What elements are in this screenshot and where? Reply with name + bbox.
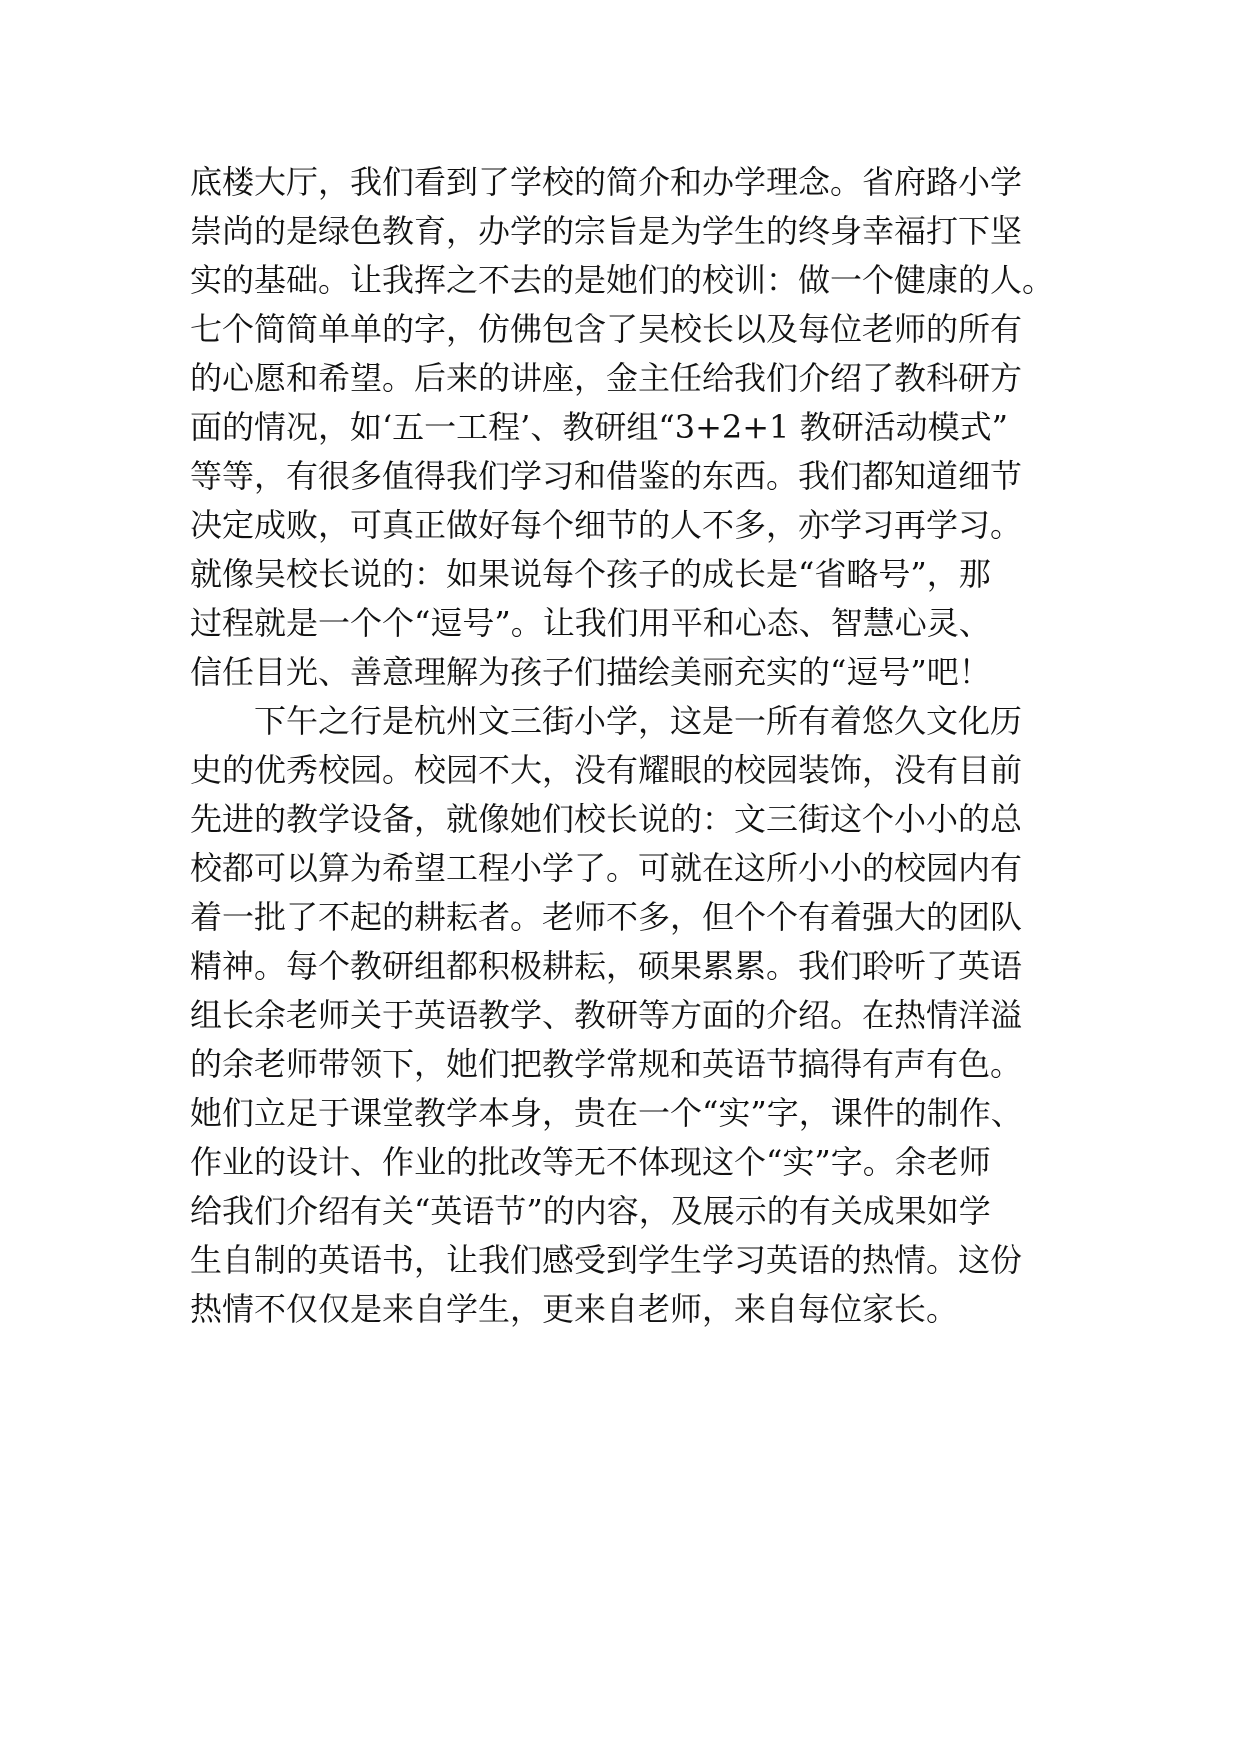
paragraph-1-line-3: 实的基础。让我挥之不去的是她们的校训：做一个健康的人。 — [190, 261, 1055, 299]
paragraph-2-line-13: 热情不仅仅是来自学生，更来自老师，来自每位家长。 — [190, 1290, 959, 1328]
paragraph-2-line-2: 史的优秀校园。校园不大，没有耀眼的校园装饰，没有目前 — [190, 751, 1023, 789]
document-body — [190, 158, 1070, 1334]
paragraph-2-line-8: 的余老师带领下，她们把教学常规和英语节搞得有声有色。 — [190, 1045, 1023, 1083]
paragraph-1-line-9: 就像吴校长说的：如果说每个孩子的成长是“省略号”，那 — [190, 555, 991, 593]
paragraph-2-line-7: 组长余老师关于英语教学、教研等方面的介绍。在热情洋溢 — [190, 996, 1023, 1034]
paragraph-1-line-5: 的心愿和希望。后来的讲座，金主任给我们介绍了教科研方 — [190, 359, 1023, 397]
paragraph-2-line-10: 作业的设计、作业的批改等无不体现这个“实”字。余老师 — [190, 1143, 991, 1181]
paragraph-2-line-6: 精神。每个教研组都积极耕耘，硕果累累。我们聆听了英语 — [190, 947, 1023, 985]
paragraph-2-line-9: 她们立足于课堂教学本身，贵在一个“实”字，课件的制作、 — [190, 1094, 1023, 1132]
paragraph-1-line-4: 七个简简单单的字，仿佛包含了吴校长以及每位老师的所有 — [190, 310, 1023, 348]
paragraph-2-line-12: 生自制的英语书，让我们感受到学生学习英语的热情。这份 — [190, 1241, 1023, 1279]
paragraph-1-line-10: 过程就是一个个“逗号”。让我们用平和心态、智慧心灵、 — [190, 604, 991, 642]
paragraph-2-line-3: 先进的教学设备，就像她们校长说的：文三街这个小小的总 — [190, 800, 1023, 838]
paragraph-1-line-6: 面的情况，如‘五一工程’、教研组“3+2+1 教研活动模式” — [190, 408, 1008, 446]
paragraph-1-line-2: 崇尚的是绿色教育，办学的宗旨是为学生的终身幸福打下坚 — [190, 212, 1023, 250]
paragraph-2-line-5: 着一批了不起的耕耘者。老师不多，但个个有着强大的团队 — [190, 898, 1023, 936]
paragraph-1-line-1: 底楼大厅，我们看到了学校的简介和办学理念。省府路小学 — [190, 163, 1023, 201]
paragraph-1-line-11: 信任目光、善意理解为孩子们描绘美丽充实的“逗号”吧！ — [190, 653, 991, 691]
paragraph-1-line-7: 等等，有很多值得我们学习和借鉴的东西。我们都知道细节 — [190, 457, 1023, 495]
paragraph-2-line-11: 给我们介绍有关“英语节”的内容，及展示的有关成果如学 — [190, 1192, 991, 1230]
paragraph-2-line-4: 校都可以算为希望工程小学了。可就在这所小小的校园内有 — [190, 849, 1023, 887]
paragraph-1-line-8: 决定成败，可真正做好每个细节的人不多，亦学习再学习。 — [190, 506, 1023, 544]
paragraph-2-line-1: 下午之行是杭州文三街小学，这是一所有着悠久文化历 — [254, 702, 1023, 740]
